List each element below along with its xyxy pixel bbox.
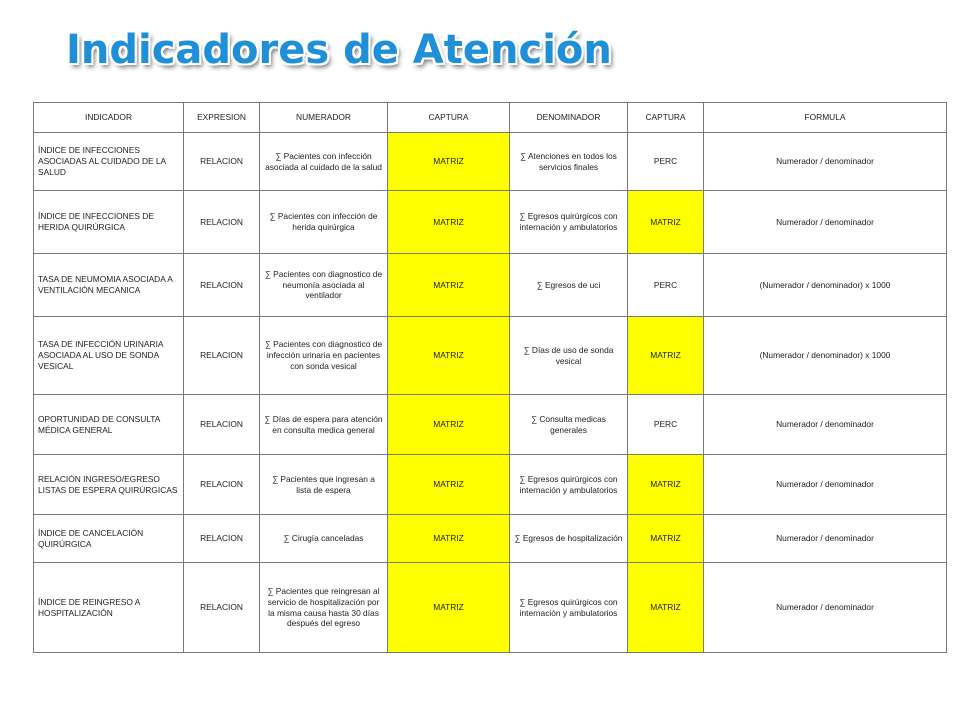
table-row: [34, 254, 947, 317]
cell-numerador: ∑ Pacientes con infección de herida quirúrgica: [260, 191, 388, 254]
cell-denominador: ∑ Egresos quirúrgicos con internación y ambulatorios: [510, 563, 628, 653]
cell-expresion: RELACION: [184, 395, 260, 455]
cell-captura-numerador: MATRIZ: [388, 395, 510, 455]
cell-indicador: ÍNDICE DE INFECCIONES ASOCIADAS AL CUIDADO DE LA SALUD: [34, 133, 184, 191]
cell-expresion: RELACION: [184, 254, 260, 317]
table-row: [34, 563, 947, 653]
column-header-denominador: DENOMINADOR: [510, 103, 628, 133]
cell-expresion: RELACION: [184, 563, 260, 653]
cell-denominador: ∑ Egresos de hospitalización: [510, 515, 628, 563]
cell-captura-numerador: MATRIZ: [388, 317, 510, 395]
cell-formula: Numerador / denominador: [704, 191, 947, 254]
cell-captura-denominador: MATRIZ: [628, 563, 704, 653]
cell-expresion: RELACION: [184, 455, 260, 515]
table-row: [34, 191, 947, 254]
cell-indicador: ÍNDICE DE REINGRESO A HOSPITALIZACIÓN: [34, 563, 184, 653]
cell-numerador: ∑ Días de espera para atención en consulta medica general: [260, 395, 388, 455]
indicators-table: [33, 102, 947, 653]
column-header-expresion: EXPRESION: [184, 103, 260, 133]
cell-formula: Numerador / denominador: [704, 395, 947, 455]
cell-captura-numerador: MATRIZ: [388, 455, 510, 515]
cell-denominador: ∑ Egresos quirúrgicos con internación y ambulatorios: [510, 455, 628, 515]
cell-indicador: ÍNDICE DE CANCELACIÓN QUIRÚRGICA: [34, 515, 184, 563]
column-header-captura-denominador: CAPTURA: [628, 103, 704, 133]
cell-formula: (Numerador / denominador) x 1000: [704, 254, 947, 317]
cell-numerador: ∑ Pacientes con diagnostico de neumonía asociada al ventilador: [260, 254, 388, 317]
cell-expresion: RELACION: [184, 133, 260, 191]
cell-numerador: ∑ Cirugía canceladas: [260, 515, 388, 563]
cell-indicador: TASA DE NEUMOMIA ASOCIADA A VENTILACIÓN MECANICA: [34, 254, 184, 317]
cell-captura-denominador: PERC: [628, 254, 704, 317]
cell-captura-denominador: MATRIZ: [628, 515, 704, 563]
cell-indicador: RELACIÓN INGRESO/EGRESO LISTAS DE ESPERA QUIRÚRGICAS: [34, 455, 184, 515]
cell-denominador: ∑ Atenciones en todos los servicios finales: [510, 133, 628, 191]
cell-expresion: RELACION: [184, 317, 260, 395]
column-header-captura-numerador: CAPTURA: [388, 103, 510, 133]
cell-captura-denominador: PERC: [628, 133, 704, 191]
cell-indicador: OPORTUNIDAD DE CONSULTA MÉDICA GENERAL: [34, 395, 184, 455]
table-header-row: [34, 103, 947, 133]
cell-formula: Numerador / denominador: [704, 133, 947, 191]
table-row: [34, 455, 947, 515]
cell-indicador: TASA DE INFECCIÓN URINARIA ASOCIADA AL USO DE SONDA VESICAL: [34, 317, 184, 395]
cell-captura-denominador: MATRIZ: [628, 191, 704, 254]
cell-denominador: ∑ Egresos quirúrgicos con internación y ambulatorios: [510, 191, 628, 254]
cell-captura-denominador: MATRIZ: [628, 317, 704, 395]
table-row: [34, 133, 947, 191]
column-header-formula: FORMULA: [704, 103, 947, 133]
cell-numerador: ∑ Pacientes con infección asociada al cuidado de la salud: [260, 133, 388, 191]
cell-formula: Numerador / denominador: [704, 563, 947, 653]
cell-indicador: ÍNDICE DE INFECCIONES DE HERIDA QUIRÚRGICA: [34, 191, 184, 254]
page-title: Indicadores de Atención: [66, 27, 612, 73]
table-row: [34, 317, 947, 395]
table-row: [34, 515, 947, 563]
cell-captura-numerador: MATRIZ: [388, 191, 510, 254]
cell-denominador: ∑ Egresos de uci: [510, 254, 628, 317]
cell-denominador: ∑ Días de uso de sonda vesical: [510, 317, 628, 395]
cell-numerador: ∑ Pacientes con diagnostico de infección urinaria en pacientes con sonda vesical: [260, 317, 388, 395]
cell-captura-denominador: MATRIZ: [628, 455, 704, 515]
cell-numerador: ∑ Pacientes que reingresan al servicio de hospitalización por la misma causa hasta 30 días después del egreso: [260, 563, 388, 653]
table-row: [34, 395, 947, 455]
column-header-indicador: INDICADOR: [34, 103, 184, 133]
cell-numerador: ∑ Pacientes que ingresan a lista de espera: [260, 455, 388, 515]
cell-expresion: RELACION: [184, 191, 260, 254]
cell-formula: Numerador / denominador: [704, 455, 947, 515]
cell-captura-denominador: PERC: [628, 395, 704, 455]
cell-denominador: ∑ Consulta medicas generales: [510, 395, 628, 455]
cell-expresion: RELACION: [184, 515, 260, 563]
cell-captura-numerador: MATRIZ: [388, 515, 510, 563]
cell-formula: Numerador / denominador: [704, 515, 947, 563]
column-header-numerador: NUMERADOR: [260, 103, 388, 133]
cell-formula: (Numerador / denominador) x 1000: [704, 317, 947, 395]
cell-captura-numerador: MATRIZ: [388, 254, 510, 317]
cell-captura-numerador: MATRIZ: [388, 133, 510, 191]
cell-captura-numerador: MATRIZ: [388, 563, 510, 653]
